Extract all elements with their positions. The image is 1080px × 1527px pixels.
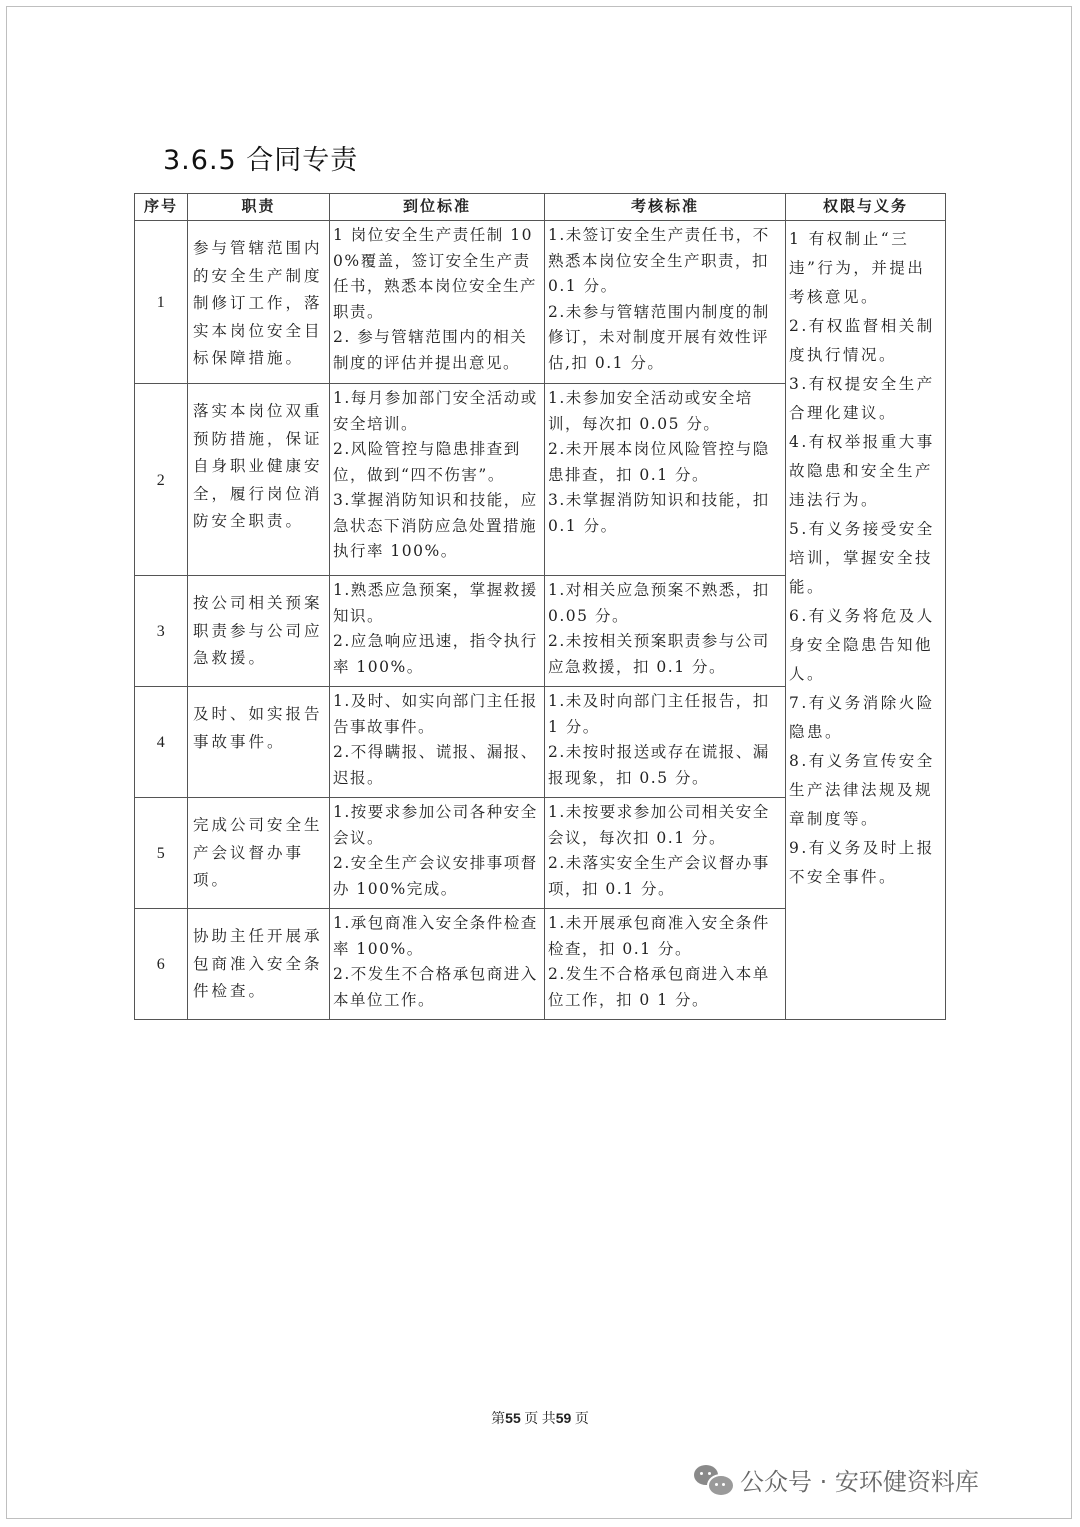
row-duty: 参与管辖范围内的安全生产制度制修订工作，落实本岗位安全目标保障措施。 bbox=[188, 221, 330, 384]
footer-page-number: 55 bbox=[505, 1410, 521, 1426]
row-standard: 1.熟悉应急预案，掌握救援知识。 2.应急响应迅速，指令执行率 100%。 bbox=[330, 576, 545, 687]
header-standard: 到位标准 bbox=[330, 194, 545, 221]
row-assessment: 1.对相关应急预案不熟悉，扣 0.05 分。 2.未按相关预案职责参与公司应急救援，扣 0.1 分。 bbox=[545, 576, 786, 687]
row-standard: 1.及时、如实向部门主任报告事故事件。 2.不得瞒报、谎报、漏报、迟报。 bbox=[330, 687, 545, 798]
row-num: 3 bbox=[135, 576, 188, 687]
row-duty: 按公司相关预案职责参与公司应急救援。 bbox=[188, 576, 330, 687]
header-duty: 职责 bbox=[188, 194, 330, 221]
footer-suffix: 页 bbox=[574, 1412, 589, 1427]
row-assessment: 1.未签订安全生产责任书，不熟悉本岗位安全生产职责，扣 0.1 分。 2.未参与管辖范围内制度的制修订，未对制度开展有效性评估,扣 0.1 分。 bbox=[545, 221, 786, 384]
row-num: 5 bbox=[135, 798, 188, 909]
row-standard: 1.按要求参加公司各种安全会议。 2.安全生产会议安排事项督办 100%完成。 bbox=[330, 798, 545, 909]
watermark bbox=[694, 1462, 979, 1497]
row-assessment: 1.未及时向部门主任报告，扣 1 分。 2.未按时报送或存在谎报、漏报现象，扣 0.5 分。 bbox=[545, 687, 786, 798]
header-num: 序号 bbox=[135, 194, 188, 221]
row-standard: 1 岗位安全生产责任制 100%覆盖，签订安全生产责任书，熟悉本岗位安全生产职责。 2. 参与管辖范围内的相关制度的评估并提出意见。 bbox=[330, 221, 545, 384]
wechat-icon bbox=[694, 1465, 732, 1495]
row-assessment: 1.未开展承包商准入安全条件检查，扣 0.1 分。 2.发生不合格承包商进入本单位工作，扣 0 1 分。 bbox=[545, 909, 786, 1020]
table-header-row bbox=[135, 194, 946, 221]
header-rights: 权限与义务 bbox=[786, 194, 946, 221]
row-duty: 落实本岗位双重预防措施，保证自身职业健康安全，履行岗位消防安全职责。 bbox=[188, 384, 330, 576]
row-num: 1 bbox=[135, 221, 188, 384]
footer-total-pages: 59 bbox=[555, 1410, 572, 1426]
row-num: 6 bbox=[135, 909, 188, 1020]
table-row bbox=[135, 221, 946, 384]
row-duty: 协助主任开展承包商准入安全条件检查。 bbox=[188, 909, 330, 1020]
row-standard: 1.每月参加部门安全活动或安全培训。 2.风险管控与隐患排查到位，做到“四不伤害”。 3.掌握消防知识和技能，应急状态下消防应急处置措施执行率 100%。 bbox=[330, 384, 545, 576]
duty-table bbox=[134, 193, 946, 1020]
row-num: 4 bbox=[135, 687, 188, 798]
row-assessment: 1.未参加安全活动或安全培训，每次扣 0.05 分。 2.未开展本岗位风险管控与隐患排查，扣 0.1 分。 3.未掌握消防知识和技能，扣 0.1 分。 bbox=[545, 384, 786, 576]
rights-cell: 1 有权制止“三违”行为，并提出考核意见。 2.有权监督相关制度执行情况。 3.有权提安全生产合理化建议。 4.有权举报重大事故隐患和安全生产违法行为。 5.有义务接受安全培训，掌握安全技能。 6.有义务将危及人身安全隐患告知他人。 7.有义务消除火险隐患。 8.有义务宣传安全生产法律法规及规章制度等。 9.有义务及时上报不安全事件。 bbox=[786, 221, 946, 1020]
section-heading: 3.6.5 合同专责 bbox=[163, 145, 359, 176]
row-duty: 及时、如实报告事故事件。 bbox=[188, 687, 330, 798]
watermark-text: 公众号 · 安环健资料库 bbox=[740, 1468, 979, 1496]
row-duty: 完成公司安全生产会议督办事项。 bbox=[188, 798, 330, 909]
row-standard: 1.承包商准入安全条件检查率 100%。 2.不发生不合格承包商进入本单位工作。 bbox=[330, 909, 545, 1020]
header-assessment: 考核标准 bbox=[545, 194, 786, 221]
row-assessment: 1.未按要求参加公司相关安全会议，每次扣 0.1 分。 2.未落实安全生产会议督办事项，扣 0.1 分。 bbox=[545, 798, 786, 909]
page-footer bbox=[0, 1408, 1080, 1428]
row-num: 2 bbox=[135, 384, 188, 576]
footer-mid: 页 共 bbox=[524, 1412, 556, 1427]
footer-prefix: 第 bbox=[491, 1412, 506, 1427]
